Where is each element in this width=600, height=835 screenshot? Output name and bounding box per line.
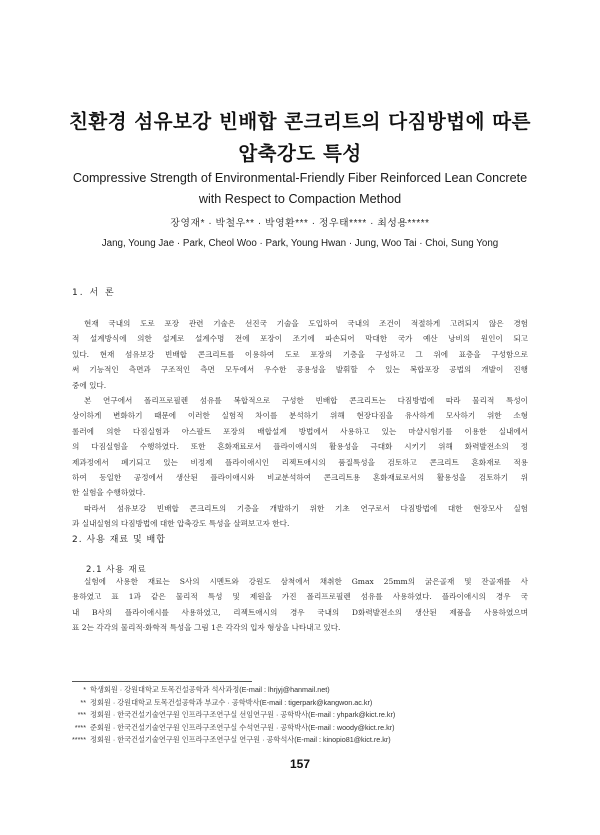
section-heading-introduction: 1. 서 론 (72, 288, 116, 298)
footnote-mark: * (83, 685, 86, 694)
body-line: 적 설계방식에 의한 설계로 설계수명 전에 포장이 조기에 파손되어 막대한 국가 예산 낭비의 원인이 되고 (72, 334, 528, 344)
footnotes (72, 684, 542, 747)
body-line: 내 B사의 플라이애시를 사용하였고, 리젝트애시의 경우 국내의 D화력발전소의 생산된 제품을 사용하였으며 (72, 607, 528, 617)
footnote-text: 정회원 · 한국건설기술연구원 인프라구조연구실 연구원 · 공학석사(E-mail : kinopio81@kict.re.kr) (90, 735, 391, 744)
body-line: 제과정에서 폐기되고 있는 비정제 플라이애시인 리젝트애시의 품질특성을 검토하고 콘크리트 혼화재로 적용 (72, 457, 528, 467)
footnote-divider (72, 681, 252, 682)
body-line: 있다. 현재 섬유보강 빈배합 콘크리트를 이용하여 도로 포장의 기층을 구성하고 그 위에 표층을 구성함으로 (72, 349, 528, 359)
footnote-mark: ***** (72, 735, 86, 744)
footnote-text: 학생회원 · 강원대학교 토목건설공학과 석사과정(E-mail : lhrjyj@hanmail.net) (90, 685, 330, 694)
body-line: 실험에 사용한 재료는 S사의 시멘트와 강원도 삼척에서 채취한 Gmax 25mm의 굵은골재 및 잔골재를 사 (84, 577, 528, 586)
title-english-line-2: with Respect to Compaction Method (198, 192, 402, 206)
body-line: 중에 있다. (72, 380, 107, 390)
body-line: 따라서 섬유보강 빈배합 콘크리트의 기층을 개발하기 위한 기초 연구로서 다짐방법에 대한 현장모사 실험 (84, 503, 528, 513)
subsection-heading-materials-used: 2.1 사용 재료 (86, 565, 147, 575)
body-line: 롤러에 의한 다짐실험과 아스팔트 포장의 배합설계 방법에서 사용하고 있는 마샬시험기를 이용한 실내에서 (72, 426, 528, 436)
body-line: 한 실험을 수행하였다. (72, 488, 146, 498)
body-line: 용하였고 표 1과 같은 물리적 특성 및 제원을 가진 폴리프로필렌 섬유를 사용하였다. 플라이애시의 경우 국 (72, 592, 528, 602)
footnote-text: 준회원 · 한국건설기술연구원 인프라구조연구실 수석연구원 · 공학박사(E-mail : woody@kict.re.kr) (90, 722, 395, 732)
body-line: 본 연구에서 폴리프로필렌 섬유를 복합적으로 구성한 빈배합 콘크리트는 다짐방법에 따라 물리적 특성이 (84, 395, 528, 405)
body-line: 과 실내실험의 다짐방법에 대한 압축강도 특성을 살펴보고자 한다. (72, 519, 290, 529)
title-korean-line-1: 친환경 섬유보강 빈배합 콘크리트의 다짐방법에 따른 (69, 110, 531, 133)
footnote-text: 정회원 · 강원대학교 토목건설공학과 부교수 · 공학박사(E-mail : tigerpark@kangwon.ac.kr) (90, 697, 373, 707)
title-korean-line-2: 압축강도 특성 (238, 142, 362, 165)
body-line: 써 기능적인 측면과 구조적인 측면 모두에서 우수한 공용성을 발휘할 수 있는 복합포장 공법의 개발이 진행 (72, 365, 528, 375)
introduction-body (72, 316, 528, 531)
footnote (72, 722, 542, 735)
footnote-mark: **** (74, 722, 86, 732)
page-number: 157 (289, 757, 311, 771)
footnote (72, 709, 542, 722)
footnote-mark: *** (77, 710, 86, 719)
title-english-line-1: Compressive Strength of Environmental-Friendly Fiber Reinforced Lean Concrete (72, 171, 528, 185)
body-line: 현재 국내의 도로 포장 관련 기술은 선진국 기술을 도입하여 국내의 조건이 적절하게 고려되지 않은 경험 (84, 319, 528, 328)
footnote-text: 정회원 · 한국건설기술연구원 인프라구조연구실 선임연구원 · 공학박사(E-mail : yhpark@kict.re.kr) (90, 710, 396, 719)
authors-english: Jang, Young Jae · Park, Cheol Woo · Park, Young Hwan · Jung, Woo Tai · Choi, Sung Yong (101, 238, 499, 249)
body-line: 하여 동일한 공정에서 생산된 플라이애시와 비교분석하여 콘크리트용 혼화재료로서의 활용성을 검토하기 위 (72, 472, 528, 482)
body-line: 의 다짐실험을 수행하였다. 또한 혼화재료로서 플라이애시의 활용성을 극대화 시키기 위해 화력발전소의 정 (72, 442, 528, 452)
footnote (72, 697, 542, 710)
footnote (72, 734, 542, 747)
footnote-mark: ** (80, 697, 86, 707)
body-line: 표 2는 각각의 물리적·화학적 특성을 그림 1은 각각의 입자 형상을 나타내고 있다. (72, 623, 341, 633)
materials-body (72, 574, 528, 636)
body-line: 상이하게 변화하기 때문에 이러한 실험적 차이를 분석하기 위해 현장다짐을 유사하게 모사하기 위한 소형 (72, 411, 528, 421)
section-heading-materials: 2. 사용 재료 및 배합 (72, 535, 166, 545)
authors-korean: 장영재* · 박철우** · 박영환*** · 정우태**** · 최성용***** (170, 218, 430, 229)
footnote (72, 684, 542, 697)
